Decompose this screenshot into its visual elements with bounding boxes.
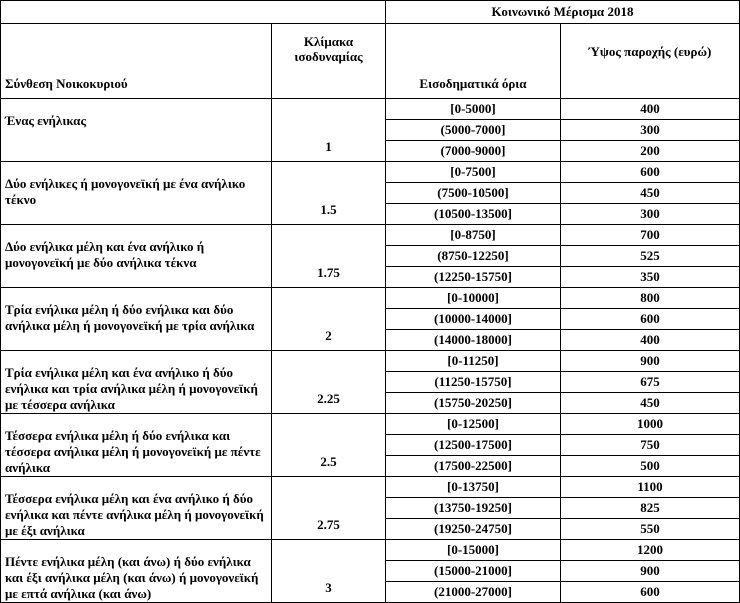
income-range: (14000-18000] <box>386 330 561 351</box>
benefit-amount: 700 <box>561 225 740 246</box>
household-composition <box>1 225 272 288</box>
benefit-amount: 825 <box>561 498 740 519</box>
household-composition-text: Τρία ενήλικα μέλη και ένα ανήλικο ή δύο ενήλικα και τρία ανήλικα μέλη ή μονογονεϊκή με τέσσερα ανήλικα <box>5 365 258 412</box>
household-composition <box>1 351 272 414</box>
benefit-amount: 200 <box>561 141 740 162</box>
income-range: (7000-9000] <box>386 141 561 162</box>
household-composition-text: Τέσσερα ενήλικα μέλη και ένα ανήλικο ή δύο ενήλικα και πέντε ανήλικα μέλη ή μονογονεϊκή με έξι ανήλικα <box>5 491 264 538</box>
header-composition: Σύνθεση Νοικοκυριού <box>1 24 272 99</box>
benefit-amount: 1200 <box>561 540 740 561</box>
income-range: [0-15000] <box>386 540 561 561</box>
household-composition-text: Δύο ενήλικα μέλη και ένα ανήλικο ή μονογονεϊκή με δύο ανήλικα τέκνα <box>5 239 205 270</box>
household-composition <box>1 477 272 540</box>
benefit-amount: 1000 <box>561 414 740 435</box>
income-range: (15000-21000] <box>386 561 561 582</box>
benefit-amount: 750 <box>561 435 740 456</box>
table-row <box>1 225 740 246</box>
household-composition-text: Ένας ενήλικας <box>5 113 86 128</box>
household-composition <box>1 162 272 225</box>
income-range: (12500-17500] <box>386 435 561 456</box>
income-range: (5000-7000] <box>386 120 561 141</box>
benefit-amount: 550 <box>561 519 740 540</box>
income-range: (7500-10500] <box>386 183 561 204</box>
income-range: [0-12500] <box>386 414 561 435</box>
benefit-amount: 400 <box>561 330 740 351</box>
equivalence-scale: 2 <box>272 288 386 351</box>
benefit-amount: 600 <box>561 162 740 183</box>
benefit-amount: 900 <box>561 351 740 372</box>
household-composition-text: Τρία ενήλικα μέλη ή δύο ενήλικα και δύο ανήλικα μέλη ή μονογονεϊκή με τρία ανήλικα <box>5 302 255 333</box>
income-range: (12250-15750] <box>386 267 561 288</box>
income-range: (8750-12250] <box>386 246 561 267</box>
benefit-amount: 800 <box>561 288 740 309</box>
income-range: (13750-19250] <box>386 498 561 519</box>
income-range: [0-7500] <box>386 162 561 183</box>
benefit-amount: 900 <box>561 561 740 582</box>
household-composition-text: Δύο ενήλικες ή μονογονεϊκή με ένα ανήλικο τέκνο <box>5 176 246 207</box>
table-row <box>1 477 740 498</box>
benefit-amount: 1100 <box>561 477 740 498</box>
income-range: (21000-27000] <box>386 582 561 603</box>
header-income: Εισοδηματικά όρια <box>386 24 561 99</box>
table-row <box>1 540 740 561</box>
benefit-amount: 450 <box>561 183 740 204</box>
equivalence-scale: 1.5 <box>272 162 386 225</box>
income-range: (10500-13500] <box>386 204 561 225</box>
equivalence-scale: 2.5 <box>272 414 386 477</box>
income-range: [0-5000] <box>386 99 561 120</box>
header-row <box>1 24 740 99</box>
equivalence-scale: 3 <box>272 540 386 603</box>
table-row <box>1 162 740 183</box>
income-range: (17500-22500] <box>386 456 561 477</box>
table-row <box>1 414 740 435</box>
table-row <box>1 288 740 309</box>
header-amount: Ύψος παροχής (ευρώ) <box>561 24 740 99</box>
household-composition-text: Πέντε ενήλικα μέλη (και άνω) ή δύο ενήλικα και έξι ανήλικα μέλη (και άνω) ή μονογονεϊκή με επτά ανήλικα (και άνω) <box>5 554 259 601</box>
equivalence-scale: 2.25 <box>272 351 386 414</box>
income-range: [0-13750] <box>386 477 561 498</box>
benefit-amount: 450 <box>561 393 740 414</box>
income-range: [0-8750] <box>386 225 561 246</box>
income-range: [0-10000] <box>386 288 561 309</box>
equivalence-scale: 1 <box>272 99 386 162</box>
benefit-amount: 400 <box>561 99 740 120</box>
household-composition <box>1 540 272 603</box>
table-row <box>1 99 740 120</box>
household-composition <box>1 288 272 351</box>
header-scale: Κλίμακα ισοδυναμίας <box>272 24 386 99</box>
benefit-amount: 500 <box>561 456 740 477</box>
household-composition-text: Τέσσερα ενήλικα μέλη ή δύο ενήλικα και τέσσερα ανήλικα μέλη ή μονογονεϊκή με πέντε ανήλικα <box>5 428 261 475</box>
program-title: Κοινωνικό Μέρισμα 2018 <box>386 1 740 24</box>
equivalence-scale: 1.75 <box>272 225 386 288</box>
household-composition <box>1 99 272 162</box>
household-composition <box>1 414 272 477</box>
benefit-amount: 600 <box>561 582 740 603</box>
title-row <box>1 1 740 24</box>
table-row <box>1 351 740 372</box>
benefit-amount: 600 <box>561 309 740 330</box>
benefit-amount: 300 <box>561 120 740 141</box>
benefit-amount: 350 <box>561 267 740 288</box>
income-range: (10000-14000] <box>386 309 561 330</box>
blank-corner <box>1 1 386 24</box>
benefit-amount: 525 <box>561 246 740 267</box>
benefit-amount: 675 <box>561 372 740 393</box>
income-range: (11250-15750] <box>386 372 561 393</box>
income-range: (19250-24750] <box>386 519 561 540</box>
equivalence-scale: 2.75 <box>272 477 386 540</box>
income-range: (15750-20250] <box>386 393 561 414</box>
benefit-amount: 300 <box>561 204 740 225</box>
income-range: [0-11250] <box>386 351 561 372</box>
